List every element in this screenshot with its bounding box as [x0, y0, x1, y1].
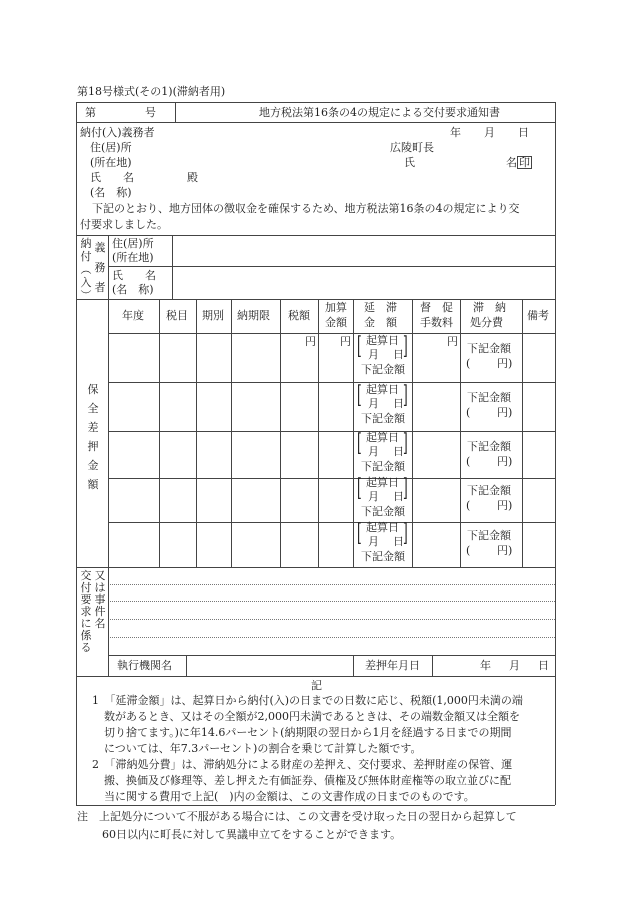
dono-label: 殿	[187, 171, 198, 184]
footer-note-1: 注 上記処分について不服がある場合には、この文書を受け取った日の翌日から起算して	[77, 810, 517, 823]
note-1: 1 「延滞金額」は、起算日から納付(入)の日までの日数に応じ、税額(1,000円未満の端	[92, 694, 523, 707]
col-zeigaku: 税額	[288, 309, 310, 322]
agency-label: 執行機関名	[117, 659, 172, 672]
notice-body-1: 下記のとおり、地方団体の徴収金を確保するため、地方税法第16条の4の規定により交	[92, 202, 520, 215]
notice-body-2: 付要求しました。	[80, 218, 168, 231]
frame-right	[555, 102, 556, 805]
taxpayer-outer-label: 納 付 ︵ 入 ︶	[80, 237, 92, 302]
header-rule	[76, 122, 555, 123]
dai-label: 第	[85, 106, 96, 119]
col-kasan: 加算	[325, 301, 347, 314]
note-2: 2 「滞納処分費」は、滞納処分による財産の差押え、交付要求、差押財産の保管、運	[92, 758, 513, 771]
document-title: 地方税法第16条の4の規定による交付要求通知書	[259, 106, 500, 119]
col-nokigen: 納期限	[237, 309, 270, 322]
col-tokusoku: 督 促	[420, 301, 453, 314]
col-entan: 延 滞	[364, 301, 397, 314]
col-kibetsu: 期別	[202, 309, 224, 322]
frame-top	[76, 102, 555, 103]
issuer-title: 広陵町長	[390, 141, 434, 154]
col-zeimoku: 税目	[166, 309, 188, 322]
demand-sub-label: 又 は 事 件 名	[94, 569, 106, 630]
frame-bottom	[76, 805, 555, 806]
notice-address-label: 住(居)所	[90, 141, 132, 154]
issuer-name: 名 印	[506, 156, 530, 169]
notes-heading: 記	[311, 679, 322, 692]
col-biko: 備考	[527, 309, 549, 322]
col-shobunhi: 滞 納	[473, 301, 506, 314]
form-id: 第18号様式(その1)(滞納者用)	[77, 85, 226, 98]
col-nendo: 年度	[122, 309, 144, 322]
go-label: 号	[145, 106, 156, 119]
recipient-label: 納付(入)義務者	[80, 126, 155, 139]
amount-side-label: 保 全 差 押 金 額	[87, 383, 99, 491]
seal-mark: 印	[519, 156, 530, 169]
notice-rule	[76, 235, 555, 236]
footer-note-2: 60日以内に町長に対して異議申立てをすることができます。	[102, 828, 402, 841]
frame-left	[76, 102, 77, 805]
seizure-date-label: 差押年月日	[365, 659, 420, 672]
demand-label: 交 付 要 求 に 係 る	[80, 569, 92, 654]
taxpayer-inner-label: 義 務 者	[94, 241, 106, 294]
